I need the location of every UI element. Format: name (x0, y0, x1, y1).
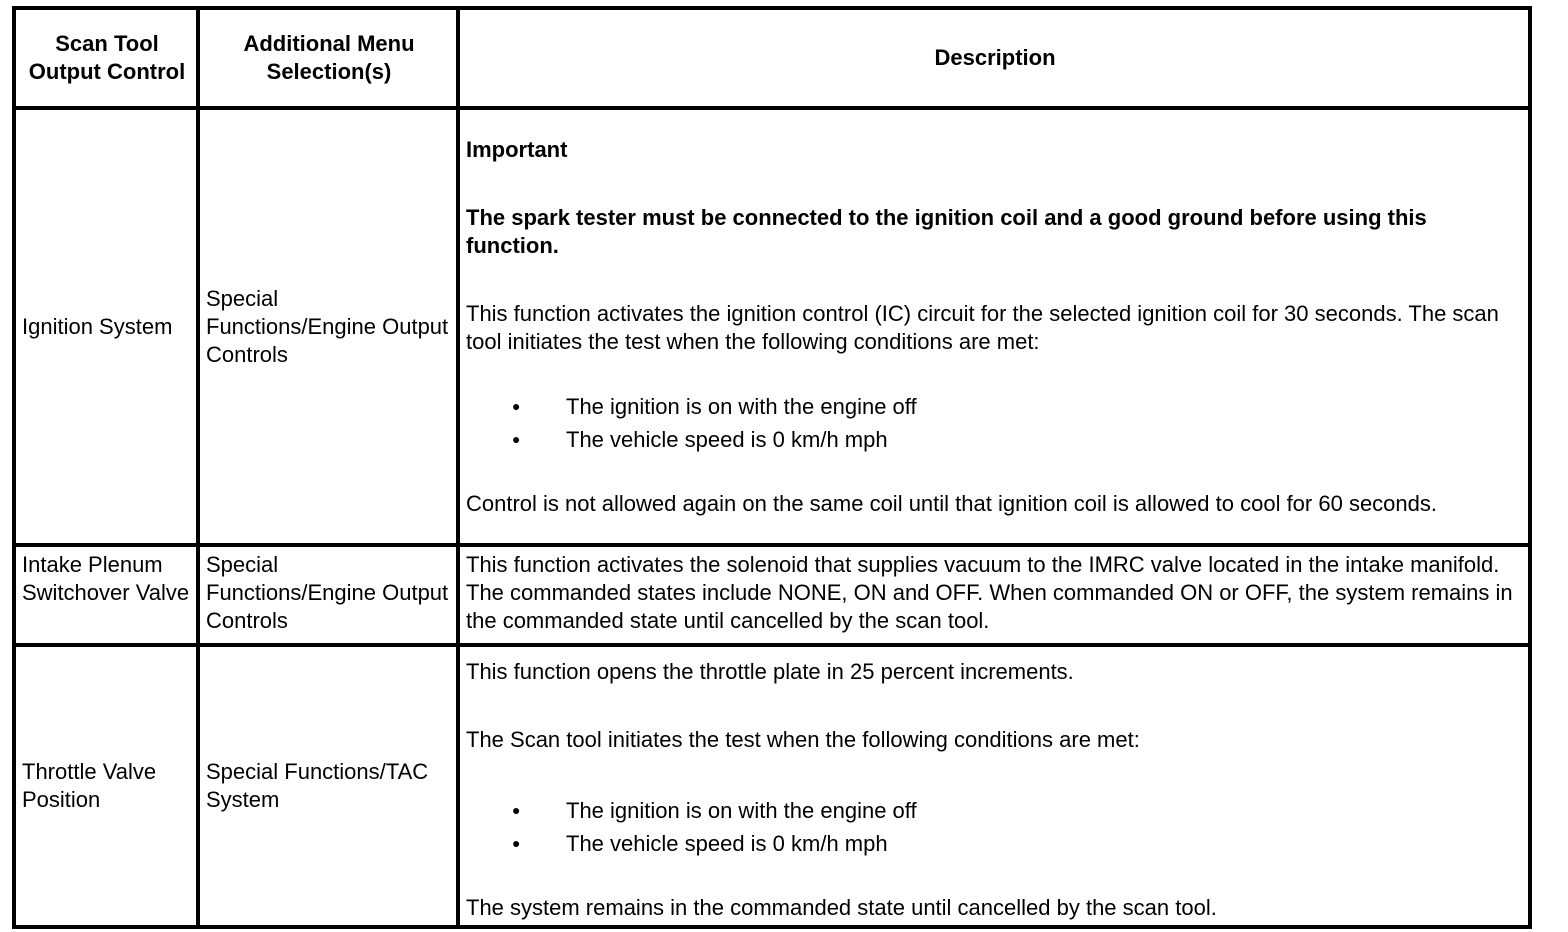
list-item: ● The ignition is on with the engine off (466, 390, 1524, 423)
header-menu-selections: Additional Menu Selection(s) (198, 8, 458, 108)
menu-selection-cell: Special Functions/Engine Output Controls (198, 545, 458, 645)
menu-selection-cell: Special Functions/Engine Output Controls (198, 108, 458, 545)
description-paragraph: The Scan tool initiates the test when the following conditions are met: (466, 727, 1140, 752)
conditions-list (466, 794, 1524, 860)
table-row (14, 108, 1530, 545)
header-description: Description (458, 8, 1530, 108)
important-note: The spark tester must be connected to the ignition coil and a good ground before using this function. (466, 204, 1427, 258)
header-output-control: Scan Tool Output Control (14, 8, 198, 108)
important-label: Important (466, 136, 568, 162)
description-cell (458, 645, 1530, 927)
output-control-cell: Intake Plenum Switchover Valve (14, 545, 198, 645)
header-row (14, 8, 1530, 108)
list-item: ● The ignition is on with the engine off (466, 794, 1524, 827)
description-cell (458, 545, 1530, 645)
list-item: ● The vehicle speed is 0 km/h mph (466, 423, 1524, 456)
scan-tool-output-table (12, 6, 1532, 929)
description-cell (458, 108, 1530, 545)
description-paragraph: This function opens the throttle plate in 25 percent increments. (466, 659, 1074, 684)
description-paragraph: Control is not allowed again on the same coil until that ignition coil is allowed to cool for 60 seconds. (466, 490, 1437, 516)
list-item: ● The vehicle speed is 0 km/h mph (466, 827, 1524, 860)
table-row (14, 645, 1530, 927)
table-row (14, 545, 1530, 645)
output-control-cell: Ignition System (14, 108, 198, 545)
menu-selection-cell: Special Functions/TAC System (198, 645, 458, 927)
description-paragraph: This function activates the solenoid that supplies vacuum to the IMRC valve located in the intake manifold. The commanded states include NONE, ON and OFF. When commanded ON or OFF, the system remains in the commanded state until cancelled by the scan tool. (466, 552, 1513, 633)
output-control-cell: Throttle Valve Position (14, 645, 198, 927)
description-paragraph: This function activates the ignition control (IC) circuit for the selected ignition coil for 30 seconds. The scan tool initiates the test when the following conditions are met: (466, 300, 1499, 354)
conditions-list (466, 390, 1524, 456)
description-paragraph: The system remains in the commanded state until cancelled by the scan tool. (466, 895, 1217, 920)
